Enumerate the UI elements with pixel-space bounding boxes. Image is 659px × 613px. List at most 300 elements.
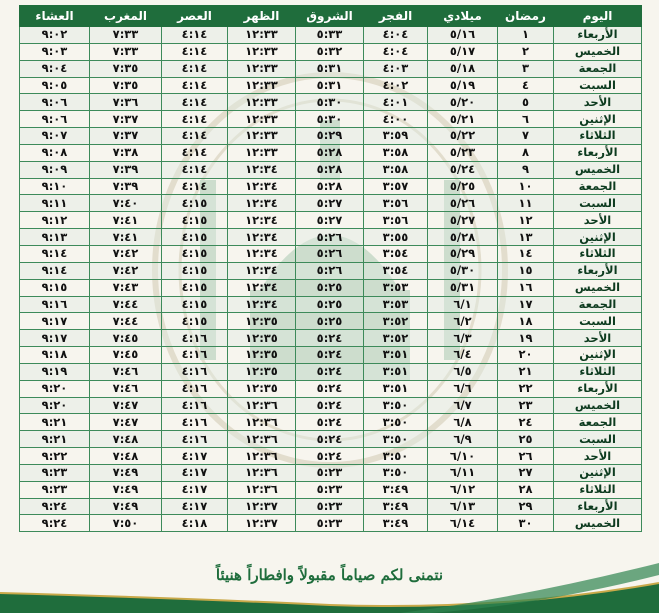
- time-cell: ٣:٥٠: [364, 448, 428, 465]
- day-name-cell: الأحد: [554, 212, 642, 229]
- time-cell: ٥:٢٧: [296, 212, 364, 229]
- column-header: الفجر: [364, 6, 428, 27]
- time-cell: ٤:١٤: [162, 27, 228, 44]
- time-cell: ٥:٢٤: [296, 380, 364, 397]
- column-header: ميلادي: [428, 6, 498, 27]
- time-cell: ٤:١٥: [162, 279, 228, 296]
- time-cell: ٧:٣٥: [90, 77, 162, 94]
- time-cell: ٤:١٥: [162, 245, 228, 262]
- time-cell: ٤: [498, 77, 554, 94]
- table-row: [20, 212, 642, 229]
- table-row: [20, 27, 642, 44]
- table-header-row: [20, 6, 642, 27]
- time-cell: ٧:٤٩: [90, 498, 162, 515]
- time-cell: ٣:٥٢: [364, 330, 428, 347]
- time-cell: ١٢:٣٤: [228, 296, 296, 313]
- time-cell: ٥/١٨: [428, 60, 498, 77]
- time-cell: ٤:١٦: [162, 330, 228, 347]
- time-cell: ٥:٣٠: [296, 94, 364, 111]
- day-name-cell: السبت: [554, 195, 642, 212]
- time-cell: ١٢: [498, 212, 554, 229]
- time-cell: ٧:٤٠: [90, 195, 162, 212]
- time-cell: ٩:٢٣: [20, 464, 90, 481]
- time-cell: ٩:٠٩: [20, 161, 90, 178]
- time-cell: ١: [498, 27, 554, 44]
- time-cell: ٤:١٤: [162, 128, 228, 145]
- table-row: [20, 347, 642, 364]
- time-cell: ١٢:٣٦: [228, 448, 296, 465]
- time-cell: ٩:٢٠: [20, 380, 90, 397]
- time-cell: ٧:٤٧: [90, 414, 162, 431]
- time-cell: ٣:٥٨: [364, 161, 428, 178]
- time-cell: ٥:٢٤: [296, 330, 364, 347]
- time-cell: ٥:٢٤: [296, 448, 364, 465]
- time-cell: ٩:١٦: [20, 296, 90, 313]
- time-cell: ٥/١٧: [428, 43, 498, 60]
- time-cell: ٦/٦: [428, 380, 498, 397]
- time-cell: ٣:٥١: [364, 380, 428, 397]
- time-cell: ٤:١٥: [162, 212, 228, 229]
- time-cell: ٩:١٩: [20, 363, 90, 380]
- time-cell: ٦/٤: [428, 347, 498, 364]
- time-cell: ١٢:٣٤: [228, 279, 296, 296]
- day-name-cell: الأربعاء: [554, 498, 642, 515]
- time-cell: ٩: [498, 161, 554, 178]
- time-cell: ١٢:٣٤: [228, 178, 296, 195]
- time-cell: ٩:١٤: [20, 245, 90, 262]
- time-cell: ٩:١٠: [20, 178, 90, 195]
- time-cell: ٤:١٤: [162, 161, 228, 178]
- time-cell: ١٢:٣٥: [228, 380, 296, 397]
- time-cell: ٤:١٤: [162, 178, 228, 195]
- time-cell: ٢٤: [498, 414, 554, 431]
- time-cell: ٤:١٤: [162, 94, 228, 111]
- time-cell: ٩:٠٤: [20, 60, 90, 77]
- time-cell: ٩:٠٦: [20, 94, 90, 111]
- time-cell: ١٢:٣٦: [228, 464, 296, 481]
- time-cell: ٥:٢٥: [296, 279, 364, 296]
- time-cell: ٧:٤٩: [90, 464, 162, 481]
- time-cell: ١٤: [498, 245, 554, 262]
- time-cell: ٩:٢٤: [20, 515, 90, 532]
- table-row: [20, 515, 642, 532]
- time-cell: ٤:١٦: [162, 380, 228, 397]
- time-cell: ٥:٢٥: [296, 313, 364, 330]
- time-cell: ٤:١٥: [162, 313, 228, 330]
- time-cell: ٩:١٤: [20, 262, 90, 279]
- time-cell: ٥:٣١: [296, 60, 364, 77]
- time-cell: ٧:٤٦: [90, 363, 162, 380]
- day-name-cell: الثلاثاء: [554, 363, 642, 380]
- time-cell: ٥/٢٨: [428, 229, 498, 246]
- time-cell: ٥:٢٨: [296, 178, 364, 195]
- time-cell: ٢٠: [498, 347, 554, 364]
- time-cell: ٣:٥٠: [364, 431, 428, 448]
- time-cell: ١٣: [498, 229, 554, 246]
- time-cell: ٤:٠٣: [364, 60, 428, 77]
- time-cell: ٥/٢٢: [428, 128, 498, 145]
- time-cell: ٣:٥١: [364, 347, 428, 364]
- table-row: [20, 128, 642, 145]
- prayer-times-table: [19, 5, 642, 532]
- time-cell: ٥/٢٠: [428, 94, 498, 111]
- time-cell: ١٢:٣٦: [228, 431, 296, 448]
- time-cell: ٥:٢٣: [296, 464, 364, 481]
- time-cell: ٤:٠٤: [364, 27, 428, 44]
- time-cell: ٢٣: [498, 397, 554, 414]
- time-cell: ٧: [498, 128, 554, 145]
- time-cell: ٤:٠٠: [364, 111, 428, 128]
- time-cell: ٧:٤٥: [90, 330, 162, 347]
- day-name-cell: الأحد: [554, 330, 642, 347]
- column-header: العصر: [162, 6, 228, 27]
- day-name-cell: الأربعاء: [554, 262, 642, 279]
- day-name-cell: الإثنين: [554, 464, 642, 481]
- table-row: [20, 397, 642, 414]
- day-name-cell: الجمعة: [554, 296, 642, 313]
- table-row: [20, 195, 642, 212]
- time-cell: ٥:٢٥: [296, 296, 364, 313]
- time-cell: ٧:٣٨: [90, 144, 162, 161]
- column-header: الشروق: [296, 6, 364, 27]
- table-row: [20, 363, 642, 380]
- time-cell: ٢١: [498, 363, 554, 380]
- day-name-cell: الإثنين: [554, 111, 642, 128]
- table-row: [20, 498, 642, 515]
- time-cell: ٩:١٥: [20, 279, 90, 296]
- time-cell: ٣:٥٥: [364, 229, 428, 246]
- time-cell: ٤:١٧: [162, 464, 228, 481]
- time-cell: ٧:٣٦: [90, 94, 162, 111]
- time-cell: ٥/٣١: [428, 279, 498, 296]
- time-cell: ٤:١٤: [162, 60, 228, 77]
- table-row: [20, 178, 642, 195]
- time-cell: ٣:٥٢: [364, 313, 428, 330]
- time-cell: ٩:٠٥: [20, 77, 90, 94]
- day-name-cell: الجمعة: [554, 414, 642, 431]
- time-cell: ٥:٢٣: [296, 498, 364, 515]
- time-cell: ١٧: [498, 296, 554, 313]
- time-cell: ٤:١٥: [162, 195, 228, 212]
- time-cell: ٧:٤٩: [90, 481, 162, 498]
- day-name-cell: الثلاثاء: [554, 128, 642, 145]
- time-cell: ٩:٢٣: [20, 481, 90, 498]
- time-cell: ٥/٢٤: [428, 161, 498, 178]
- time-cell: ٤:١٧: [162, 448, 228, 465]
- time-cell: ٩:٠٣: [20, 43, 90, 60]
- time-cell: ١٩: [498, 330, 554, 347]
- table-row: [20, 60, 642, 77]
- time-cell: ٥:٣١: [296, 77, 364, 94]
- table-row: [20, 313, 642, 330]
- time-cell: ٣:٥٦: [364, 212, 428, 229]
- time-cell: ٤:١٤: [162, 43, 228, 60]
- time-cell: ٦/١١: [428, 464, 498, 481]
- time-cell: ٣:٤٩: [364, 515, 428, 532]
- table-row: [20, 296, 642, 313]
- time-cell: ٥/٢٩: [428, 245, 498, 262]
- time-cell: ١٦: [498, 279, 554, 296]
- time-cell: ١٢:٣٣: [228, 128, 296, 145]
- day-name-cell: الإثنين: [554, 229, 642, 246]
- time-cell: ٧:٤٣: [90, 279, 162, 296]
- time-cell: ٩:٢٠: [20, 397, 90, 414]
- time-cell: ١٢:٣٣: [228, 77, 296, 94]
- time-cell: ٧:٤٢: [90, 245, 162, 262]
- time-cell: ٢٢: [498, 380, 554, 397]
- time-cell: ١٢:٣٦: [228, 397, 296, 414]
- time-cell: ٥:٢٧: [296, 195, 364, 212]
- table-row: [20, 431, 642, 448]
- time-cell: ٦/١٠: [428, 448, 498, 465]
- time-cell: ٤:٠١: [364, 94, 428, 111]
- time-cell: ١٢:٣٧: [228, 515, 296, 532]
- time-cell: ٥/٢٥: [428, 178, 498, 195]
- time-cell: ٦/١٤: [428, 515, 498, 532]
- table-row: [20, 229, 642, 246]
- day-name-cell: الخميس: [554, 279, 642, 296]
- time-cell: ٩:١٢: [20, 212, 90, 229]
- time-cell: ٥:٢٨: [296, 144, 364, 161]
- time-cell: ٣:٥٣: [364, 296, 428, 313]
- time-cell: ٥:٢٦: [296, 262, 364, 279]
- day-name-cell: الخميس: [554, 161, 642, 178]
- time-cell: ١٢:٣٤: [228, 262, 296, 279]
- day-name-cell: الجمعة: [554, 178, 642, 195]
- time-cell: ٩:١٧: [20, 313, 90, 330]
- time-cell: ٥/٢٣: [428, 144, 498, 161]
- day-name-cell: الأحد: [554, 448, 642, 465]
- time-cell: ٣:٤٩: [364, 481, 428, 498]
- table-row: [20, 77, 642, 94]
- day-name-cell: الخميس: [554, 397, 642, 414]
- time-cell: ١٢:٣٣: [228, 111, 296, 128]
- day-name-cell: الأربعاء: [554, 144, 642, 161]
- time-cell: ٣:٥٤: [364, 245, 428, 262]
- day-name-cell: السبت: [554, 313, 642, 330]
- time-cell: ٥:٢٤: [296, 414, 364, 431]
- time-cell: ١٢:٣٤: [228, 245, 296, 262]
- time-cell: ٥:٢٤: [296, 347, 364, 364]
- column-header: الظهر: [228, 6, 296, 27]
- column-header: اليوم: [554, 6, 642, 27]
- time-cell: ٩:١٧: [20, 330, 90, 347]
- time-cell: ٤:١٤: [162, 111, 228, 128]
- time-cell: ٤:١٤: [162, 144, 228, 161]
- time-cell: ٨: [498, 144, 554, 161]
- time-cell: ١٢:٣٥: [228, 330, 296, 347]
- time-cell: ٧:٣٥: [90, 60, 162, 77]
- time-cell: ٧:٣٣: [90, 27, 162, 44]
- time-cell: ٣:٥٠: [364, 397, 428, 414]
- time-cell: ٧:٤٦: [90, 380, 162, 397]
- day-name-cell: الخميس: [554, 515, 642, 532]
- time-cell: ٥:٢٦: [296, 229, 364, 246]
- time-cell: ٩:٠٦: [20, 111, 90, 128]
- time-cell: ٧:٤٤: [90, 296, 162, 313]
- day-name-cell: الثلاثاء: [554, 245, 642, 262]
- time-cell: ٤:١٧: [162, 481, 228, 498]
- time-cell: ١١: [498, 195, 554, 212]
- day-name-cell: الجمعة: [554, 60, 642, 77]
- time-cell: ٣:٥٦: [364, 195, 428, 212]
- time-cell: ١٢:٣٧: [228, 498, 296, 515]
- time-cell: ٥:٢٣: [296, 515, 364, 532]
- column-header: العشاء: [20, 6, 90, 27]
- table-row: [20, 262, 642, 279]
- table-row: [20, 464, 642, 481]
- time-cell: ٥/٢٧: [428, 212, 498, 229]
- time-cell: ٧:٤٧: [90, 397, 162, 414]
- time-cell: ٦/٣: [428, 330, 498, 347]
- time-cell: ٦/١٢: [428, 481, 498, 498]
- day-name-cell: السبت: [554, 77, 642, 94]
- time-cell: ٥:٢٤: [296, 363, 364, 380]
- day-name-cell: الخميس: [554, 43, 642, 60]
- table-row: [20, 94, 642, 111]
- time-cell: ٥/١٩: [428, 77, 498, 94]
- day-name-cell: الأربعاء: [554, 380, 642, 397]
- time-cell: ١٢:٣٣: [228, 43, 296, 60]
- time-cell: ٧:٤٥: [90, 347, 162, 364]
- time-cell: ٤:١٥: [162, 296, 228, 313]
- time-cell: ٢: [498, 43, 554, 60]
- time-cell: ٢٧: [498, 464, 554, 481]
- time-cell: ٧:٤٢: [90, 262, 162, 279]
- time-cell: ١٢:٣٤: [228, 195, 296, 212]
- table-row: [20, 43, 642, 60]
- table-row: [20, 330, 642, 347]
- time-cell: ٣: [498, 60, 554, 77]
- time-cell: ٦/٨: [428, 414, 498, 431]
- table-row: [20, 380, 642, 397]
- time-cell: ٧:٣٩: [90, 178, 162, 195]
- time-cell: ١٢:٣٤: [228, 161, 296, 178]
- time-cell: ٦: [498, 111, 554, 128]
- time-cell: ٥:٢٤: [296, 431, 364, 448]
- time-cell: ٧:٤١: [90, 229, 162, 246]
- time-cell: ٣:٥٤: [364, 262, 428, 279]
- time-cell: ٦/٢: [428, 313, 498, 330]
- time-cell: ٣:٥٣: [364, 279, 428, 296]
- time-cell: ١٥: [498, 262, 554, 279]
- time-cell: ١٢:٣٥: [228, 363, 296, 380]
- time-cell: ٤:٠٤: [364, 43, 428, 60]
- time-cell: ٧:٥٠: [90, 515, 162, 532]
- time-cell: ٣:٤٩: [364, 498, 428, 515]
- time-cell: ٩:٢١: [20, 414, 90, 431]
- time-cell: ٤:١٥: [162, 229, 228, 246]
- time-cell: ١٢:٣٣: [228, 94, 296, 111]
- time-cell: ٦/١: [428, 296, 498, 313]
- time-cell: ٥:٣٢: [296, 43, 364, 60]
- time-cell: ٤:١٦: [162, 414, 228, 431]
- time-cell: ٥:٢٦: [296, 245, 364, 262]
- time-cell: ٧:٤٨: [90, 448, 162, 465]
- time-cell: ٣:٥١: [364, 363, 428, 380]
- time-cell: ٢٩: [498, 498, 554, 515]
- time-cell: ٦/٥: [428, 363, 498, 380]
- time-cell: ٥/٢١: [428, 111, 498, 128]
- time-cell: ٣:٥٠: [364, 414, 428, 431]
- time-cell: ٤:١٤: [162, 77, 228, 94]
- time-cell: ٩:٠٢: [20, 27, 90, 44]
- time-cell: ٥:٣٠: [296, 111, 364, 128]
- time-cell: ٤:١٦: [162, 397, 228, 414]
- time-cell: ٤:١٦: [162, 431, 228, 448]
- time-cell: ٤:١٧: [162, 498, 228, 515]
- day-name-cell: السبت: [554, 431, 642, 448]
- time-cell: ٧:٤٤: [90, 313, 162, 330]
- table-row: [20, 245, 642, 262]
- day-name-cell: الأربعاء: [554, 27, 642, 44]
- time-cell: ١٢:٣٤: [228, 212, 296, 229]
- time-cell: ١٨: [498, 313, 554, 330]
- time-cell: ٩:٢٤: [20, 498, 90, 515]
- time-cell: ١٢:٣٥: [228, 347, 296, 364]
- time-cell: ٣:٥٧: [364, 178, 428, 195]
- time-cell: ١٠: [498, 178, 554, 195]
- time-cell: ٣:٥٩: [364, 128, 428, 145]
- time-cell: ٥:٢٩: [296, 128, 364, 145]
- time-cell: ٤:٠٢: [364, 77, 428, 94]
- time-cell: ٥/٢٦: [428, 195, 498, 212]
- ramadan-greeting: نتمنى لكم صياماً مقبولاً وافطاراً هنيئاً: [215, 566, 444, 584]
- time-cell: ٩:١١: [20, 195, 90, 212]
- time-cell: ٢٦: [498, 448, 554, 465]
- day-name-cell: الأحد: [554, 94, 642, 111]
- time-cell: ٥: [498, 94, 554, 111]
- table-row: [20, 481, 642, 498]
- time-cell: ١٢:٣٣: [228, 27, 296, 44]
- time-cell: ٦/٩: [428, 431, 498, 448]
- time-cell: ٥:٢٤: [296, 397, 364, 414]
- table-row: [20, 448, 642, 465]
- day-name-cell: الثلاثاء: [554, 481, 642, 498]
- time-cell: ٤:١٦: [162, 363, 228, 380]
- time-cell: ٢٨: [498, 481, 554, 498]
- time-cell: ٩:١٣: [20, 229, 90, 246]
- time-cell: ٧:٣٧: [90, 111, 162, 128]
- time-cell: ٥:٣٣: [296, 27, 364, 44]
- column-header: رمضان: [498, 6, 554, 27]
- time-cell: ٦/١٣: [428, 498, 498, 515]
- time-cell: ٥/٣٠: [428, 262, 498, 279]
- time-cell: ١٢:٣٣: [228, 60, 296, 77]
- time-cell: ٩:٢١: [20, 431, 90, 448]
- table-row: [20, 144, 642, 161]
- time-cell: ٣:٥٠: [364, 464, 428, 481]
- time-cell: ٩:٠٨: [20, 144, 90, 161]
- time-cell: ١٢:٣٦: [228, 414, 296, 431]
- time-cell: ٧:٣٩: [90, 161, 162, 178]
- time-cell: ٣٠: [498, 515, 554, 532]
- table-row: [20, 161, 642, 178]
- time-cell: ٢٥: [498, 431, 554, 448]
- table-row: [20, 414, 642, 431]
- time-cell: ٧:٤٨: [90, 431, 162, 448]
- time-cell: ٤:١٦: [162, 347, 228, 364]
- time-cell: ٧:٤١: [90, 212, 162, 229]
- time-cell: ٩:٠٧: [20, 128, 90, 145]
- time-cell: ٧:٣٣: [90, 43, 162, 60]
- time-cell: ٤:١٨: [162, 515, 228, 532]
- time-cell: ٩:٢٢: [20, 448, 90, 465]
- time-cell: ٩:١٨: [20, 347, 90, 364]
- column-header: المغرب: [90, 6, 162, 27]
- time-cell: ١٢:٣٦: [228, 481, 296, 498]
- time-cell: ٥/١٦: [428, 27, 498, 44]
